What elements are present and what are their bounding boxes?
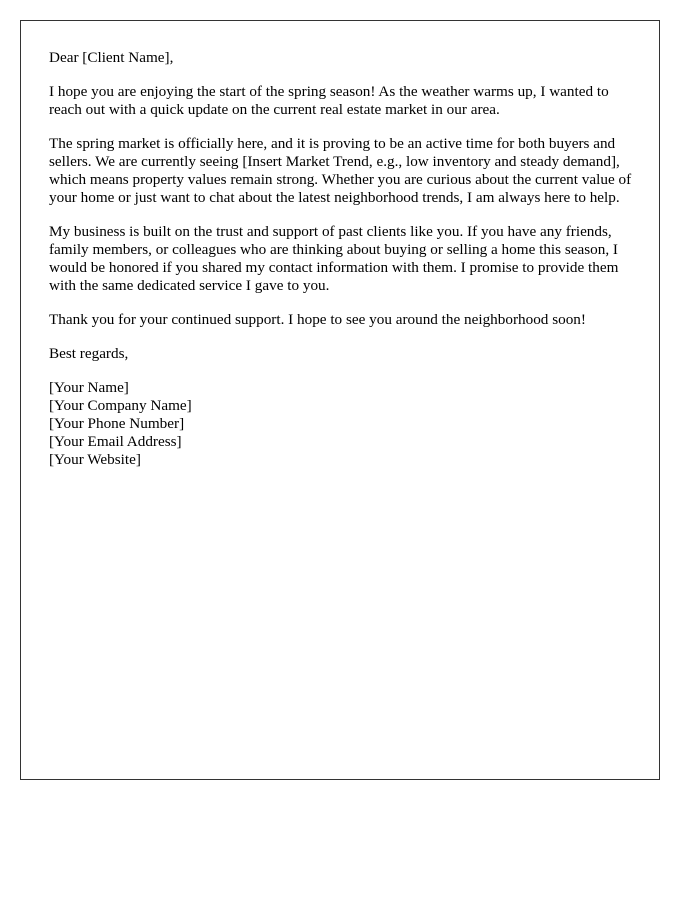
signature-website: [Your Website] <box>49 451 141 468</box>
signature-name: [Your Name] <box>49 379 129 396</box>
signature-phone: [Your Phone Number] <box>49 415 185 432</box>
paragraph-market-update: The spring market is officially here, and it is proving to be an active time for both buyers and sellers. We are currently seeing [Insert Market Trend, e.g., low inventory and steady demand], which means property values remain strong. Whether you are curious about the current value of your home or just want to chat about the latest neighborhood trends, I am always here to help. <box>49 135 632 206</box>
signature-block <box>49 379 639 469</box>
paragraph-intro: I hope you are enjoying the start of the spring season! As the weather warms up, I wanted to reach out with a quick update on the current real estate market in our area. <box>49 83 609 118</box>
letter-page <box>20 20 660 780</box>
signature-company: [Your Company Name] <box>49 397 192 414</box>
paragraph-referral-request: My business is built on the trust and support of past clients like you. If you have any friends, family members, or colleagues who are thinking about buying or selling a home this season, I would be honored if you shared my contact information with them. I promise to provide them with the same dedicated service I gave to you. <box>49 223 619 294</box>
signature-email: [Your Email Address] <box>49 433 182 450</box>
closing: Best regards, <box>49 345 129 362</box>
salutation: Dear [Client Name], <box>49 49 174 66</box>
paragraph-thank-you: Thank you for your continued support. I hope to see you around the neighborhood soon! <box>49 311 586 328</box>
letter-body <box>49 49 639 469</box>
